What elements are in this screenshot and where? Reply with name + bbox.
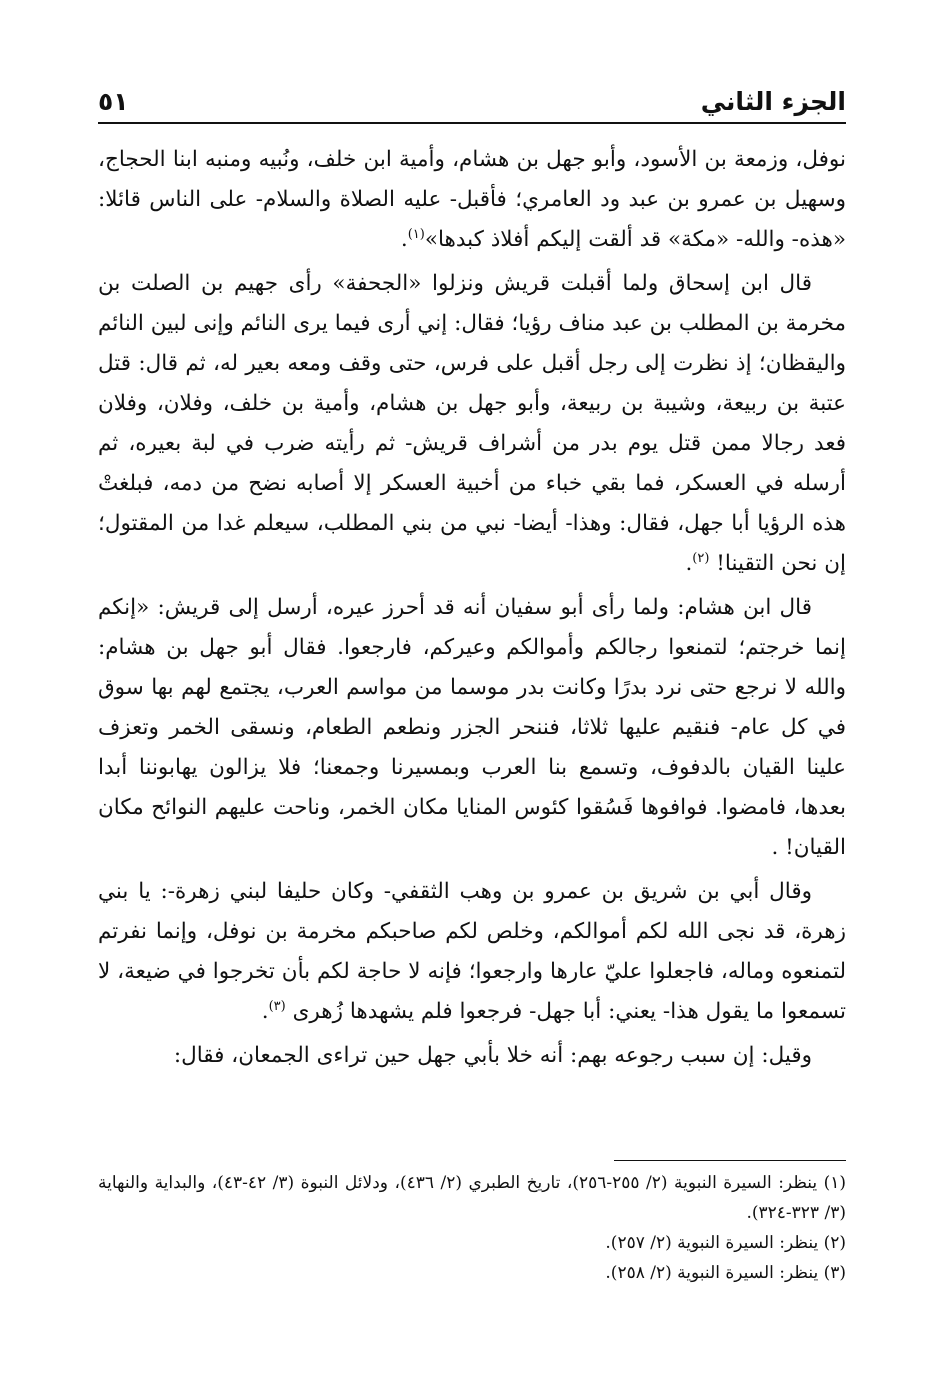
book-page xyxy=(98,0,846,1380)
footnote-marker: (١) xyxy=(407,226,425,242)
footnote: (١) ينظر: السيرة النبوية (٢/ ٢٥٥-٢٥٦)، تاريخ الطبري (٢/ ٤٣٦)، ودلائل النبوة (٣/ ٤٢-٤٣)، والبداية والنهاية (٣/ ٣٢٣-٣٢٤). xyxy=(98,1173,847,1223)
page-header xyxy=(98,72,846,124)
footnote-marker: (٢) xyxy=(692,550,710,566)
paragraph: نوفل، وزمعة بن الأسود، وأبو جهل بن هشام، وأمية ابن خلف، ونُبيه ومنبه ابنا الحجاج، وسهيل بن عمرو بن عبد ود العامري؛ فأقبل- عليه الصلاة والسلام- على الناس قائلا: «هذه- والله- «مكة» قد ألقت إليكم أفلاذ كبدها»$^{(١)}$. xyxy=(98,147,846,252)
main-text xyxy=(98,140,846,1080)
footnote: (٢) ينظر: السيرة النبوية (٢/ ٢٥٧). xyxy=(605,1233,846,1253)
running-title: الجزء الثاني xyxy=(700,87,846,116)
footnote-marker: (٣) xyxy=(268,998,286,1014)
paragraph: قال ابن هشام: ولما رأى أبو سفيان أنه قد أحرز عيره، أرسل إلى قريش: «إنكم إنما خرجتم؛ لتمنعوا رجالكم وأموالكم وعيركم، فارجعوا. فقال أبو جهل بن هشام: والله لا نرجع حتى نرد بدرًا وكانت بدر موسما من مواسم العرب، يجتمع لهم بها سوق في كل عام- فنقيم عليها ثلاثا، فننحر الجزر ونطعم الطعام، ونسقى الخمر وتعزف علينا القيان بالدفوف، وتسمع بنا العرب وبمسيرنا وجمعنا؛ فلا يزالون يهابوننا أبدا بعدها، فامضوا. فوافوها فَسُقوا كئوس المنايا مكان الخمر، وناحت عليهم النوائح مكان القيان! . xyxy=(98,595,846,860)
footnote: (٣) ينظر: السيرة النبوية (٢/ ٢٥٨). xyxy=(605,1263,846,1283)
paragraph: وقيل: إن سبب رجوعه بهم: أنه خلا بأبي جهل حين تراءى الجمعان، فقال: xyxy=(173,1043,812,1068)
page-number: ٥١ xyxy=(98,87,129,116)
paragraph: قال ابن إسحاق ولما أقبلت قريش ونزلوا «الجحفة» رأى جهيم بن الصلت بن مخرمة بن المطلب بن عبد مناف رؤيا؛ فقال: إني أرى فيما يرى النائم وإنى لبين النائم واليقظان؛ إذ نظرت إلى رجل أقبل على فرس، حتى وقف ومعه بعير له، ثم قال: قتل عتبة بن ربيعة، وشيبة بن ربيعة، وأبو جهل بن هشام، وأمية بن خلف، وفلان، وفلان فعد رجالا ممن قتل يوم بدر من أشراف قريش- ثم رأيته ضرب في لبة بعيره، ثم أرسله في العسكر، فما بقي خباء من أخبية العسكر إلا أصابه نضح من دمه، فبلغتْ هذه الرؤيا أبا جهل، فقال: وهذا- أيضا- نبي من بني المطلب، سيعلم غدا من المقتول؛ إن نحن التقينا! $^{(٢)}$. xyxy=(98,271,846,576)
paragraph: وقال أبي بن شريق بن عمرو بن وهب الثقفي- وكان حليفا لبني زهرة-: يا بني زهرة، قد نجى الله لكم أموالكم، وخلص لكم صاحبكم مخرمة بن نوفل، وإنما نفرتم لتمنعوه وماله، فاجعلوا عليّ عارها وارجعوا؛ فإنه لا حاجة لكم بأن تخرجوا في ضيعة، لا تسمعوا ما يقول هذا- يعني: أبا جهل- فرجعوا فلم يشهدها زُهرى $^{(٣)}$. xyxy=(98,879,846,1024)
footnotes xyxy=(98,1168,846,1288)
footnote-separator xyxy=(614,1160,846,1161)
